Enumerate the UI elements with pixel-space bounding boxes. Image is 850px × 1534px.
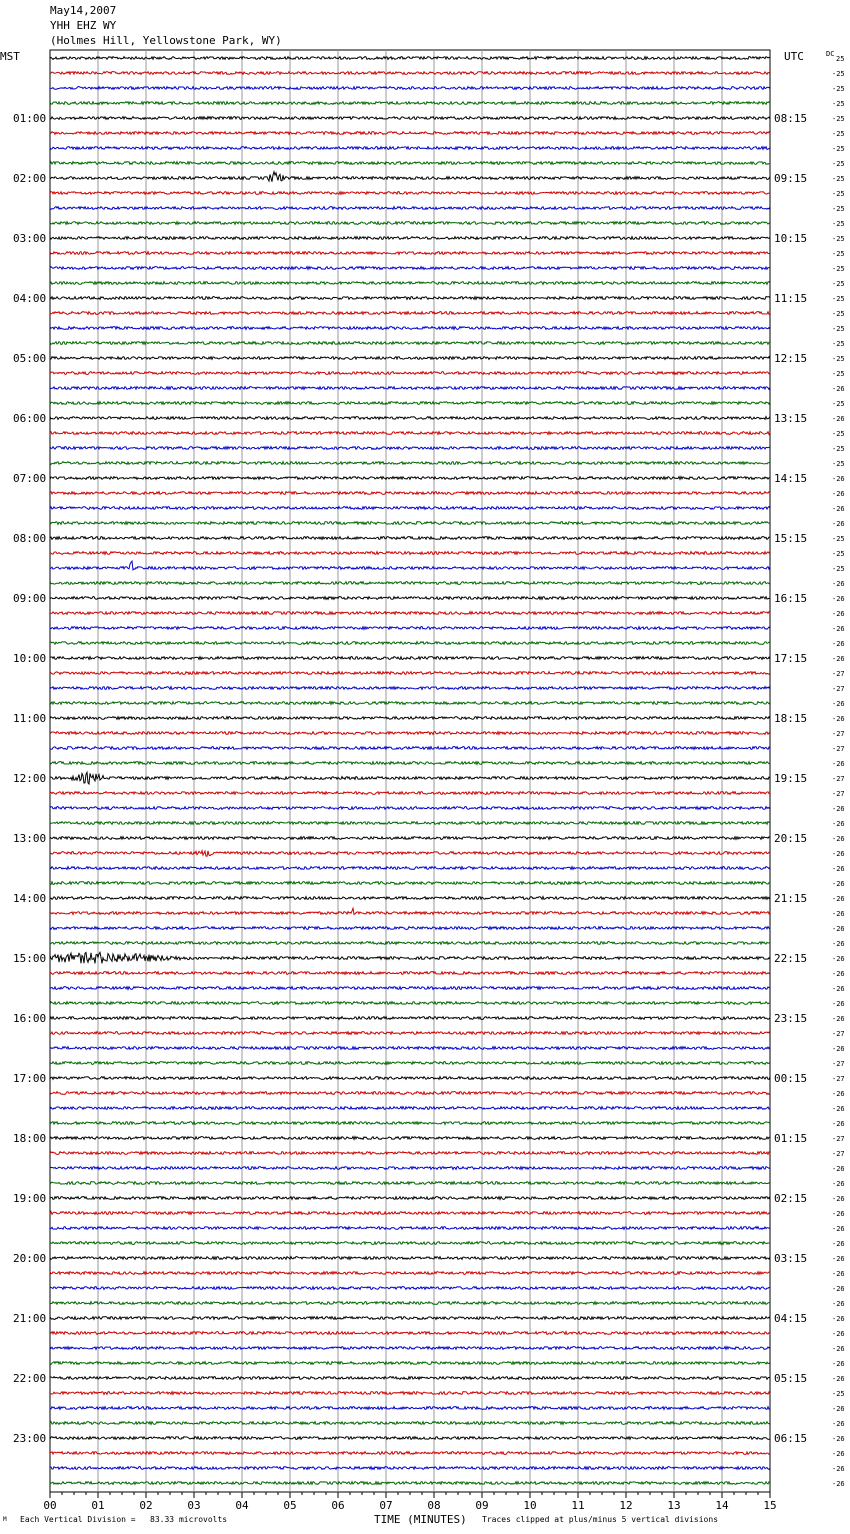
left-time-labels [13,112,46,1445]
seismic-trace [50,837,770,840]
seismic-trace [50,942,770,945]
dc-offset-label: -26 [832,850,845,858]
dc-offset-label: -26 [832,1450,845,1458]
right-hour-label: 17:15 [774,652,808,665]
dc-offset-label: -26 [832,700,845,708]
station-location: (Holmes Hill, Yellowstone Park, WY) [50,34,282,47]
right-hour-label: 14:15 [774,472,808,485]
seismic-trace [50,537,770,540]
seismic-trace [50,1152,770,1155]
seismic-trace [50,1062,770,1065]
dc-offset-label: -25 [832,220,845,228]
right-hour-label: 22:15 [774,952,808,965]
dc-offset-label: -25 [832,145,845,153]
seismic-trace [50,732,770,735]
right-hour-label: 12:15 [774,352,808,365]
dc-offset-label: -25 [832,190,845,198]
seismic-trace [50,672,770,675]
x-axis [43,1492,776,1512]
seismic-trace [50,237,770,240]
right-hour-label: 03:15 [774,1252,808,1265]
dc-offset-label: -25 [832,160,845,168]
seismic-trace [50,1272,770,1275]
seismic-trace [50,1287,770,1290]
dc-offset-label: -25 [832,100,845,108]
seismic-trace [50,1212,770,1215]
seismic-trace [50,207,770,210]
seismic-trace [50,1182,770,1185]
dc-offset-label: -26 [832,1345,845,1353]
seismic-trace [50,522,770,525]
right-time-labels [774,112,807,1445]
dc-offset-label: -27 [832,1060,845,1068]
seismic-trace [50,327,770,330]
left-hour-label: 14:00 [13,892,47,905]
seismic-trace [50,952,770,963]
dc-offset-label: -27 [832,685,845,693]
dc-offset-label: -27 [832,730,845,738]
seismic-trace [50,402,770,405]
dc-offset-label: -27 [832,745,845,753]
dc-offset-label: -27 [832,775,845,783]
dc-offset-label: -26 [832,955,845,963]
seismic-trace [50,822,770,825]
left-hour-label: 01:00 [13,112,47,125]
seismic-trace [50,72,770,75]
x-tick-label: 07 [379,1499,393,1512]
seismic-trace [50,147,770,150]
dc-offset-label: -26 [832,1300,845,1308]
seismic-trace [50,1107,770,1110]
left-hour-label: 02:00 [13,172,47,185]
seismic-trace [50,1422,770,1425]
dc-offset-label: -26 [832,1120,845,1128]
right-hour-label: 05:15 [774,1372,808,1385]
dc-offset-label: -25 [832,175,845,183]
left-hour-label: 20:00 [13,1252,47,1265]
seismic-trace [50,117,770,120]
left-hour-label: 08:00 [13,532,47,545]
seismic-trace [50,342,770,345]
dc-offset-label: -27 [832,1135,845,1143]
dc-offset-label: -26 [832,940,845,948]
dc-offset-label: -26 [832,1015,845,1023]
left-hour-label: 23:00 [13,1432,47,1445]
seismic-trace [50,908,770,914]
seismic-trace [50,747,770,750]
dc-offset-label: -26 [832,1330,845,1338]
left-hour-label: 19:00 [13,1192,47,1205]
right-hour-label: 01:15 [774,1132,808,1145]
seismic-trace [50,561,770,570]
left-hour-label: 10:00 [13,652,47,665]
dc-offset-label: -25 [832,1390,845,1398]
dc-offset-label: -26 [832,385,845,393]
seismic-trace [50,192,770,195]
seismic-trace [50,447,770,450]
left-hour-label: 11:00 [13,712,47,725]
seismic-trace [50,1302,770,1305]
seismic-trace [50,972,770,975]
dc-offset-label: -26 [832,985,845,993]
dc-offset-label: -25 [832,295,845,303]
seismic-trace [50,1377,770,1380]
record-date: May14,2007 [50,4,117,17]
dc-offset-label: -26 [832,895,845,903]
dc-offset-label: -26 [832,1000,845,1008]
station-code: YHH EHZ WY [50,19,117,32]
left-hour-label: 03:00 [13,232,47,245]
dc-offset-label: -25 [832,565,845,573]
dc-offset-label: -25 [832,280,845,288]
dc-offset-label: -26 [832,1045,845,1053]
dc-offset-label: -26 [832,1315,845,1323]
left-hour-label: 16:00 [13,1012,47,1025]
right-hour-label: 10:15 [774,232,808,245]
dc-offset-label: -25 [832,535,845,543]
right-hour-label: 16:15 [774,592,808,605]
dc-offset-label: -26 [832,610,845,618]
dc-offset-label: -26 [832,640,845,648]
dc-offset-label: -25 [832,205,845,213]
right-timezone-label: UTC [784,50,804,63]
seismic-trace [50,552,770,555]
left-timezone-label: MST [0,50,20,63]
seismic-trace [50,851,770,857]
seismic-trace [50,1467,770,1470]
seismic-trace [50,1347,770,1350]
seismic-trace [50,702,770,705]
dc-offset-label: -25 [832,265,845,273]
dc-offset-label: -26 [832,1180,845,1188]
seismic-trace [50,597,770,600]
seismic-trace [50,417,770,420]
left-hour-label: 05:00 [13,352,47,365]
seismic-trace [50,372,770,375]
seismic-trace [50,627,770,630]
seismic-trace [50,57,770,60]
dc-offset-label: -26 [832,1285,845,1293]
dc-offset-label: -25 [832,310,845,318]
dc-offset-label: -26 [832,1270,845,1278]
left-hour-label: 06:00 [13,412,47,425]
dc-offset-label: -26 [832,1435,845,1443]
seismic-trace [50,387,770,390]
x-tick-label: 01 [91,1499,105,1512]
dc-offset-label: -26 [832,580,845,588]
dc-offset-label: -26 [832,1105,845,1113]
seismic-trace [50,102,770,105]
x-tick-label: 08 [427,1499,441,1512]
dc-offset-label: -26 [832,1375,845,1383]
clip-note: Traces clipped at plus/minus 5 vertical divisions [482,1515,719,1524]
seismic-trace [50,1137,770,1140]
left-hour-label: 17:00 [13,1072,47,1085]
seismic-trace [50,882,770,885]
x-tick-label: 13 [667,1499,681,1512]
dc-offset-label: -25 [832,445,845,453]
seismic-trace [50,282,770,285]
dc-offset-label: -26 [832,910,845,918]
dc-offset-label: 25 [836,55,845,63]
seismic-trace [50,1167,770,1170]
left-hour-label: 15:00 [13,952,47,965]
right-hour-label: 13:15 [774,412,808,425]
x-tick-label: 02 [139,1499,153,1512]
seismic-trace [50,772,770,784]
dc-offset-label: -27 [832,1030,845,1038]
x-tick-label: 09 [475,1499,489,1512]
dc-offset-label: -26 [832,880,845,888]
seismic-trace [50,582,770,585]
seismic-trace [50,507,770,510]
left-hour-label: 18:00 [13,1132,47,1145]
x-tick-label: 12 [619,1499,633,1512]
left-hour-label: 04:00 [13,292,47,305]
x-tick-label: 06 [331,1499,345,1512]
x-tick-label: 11 [571,1499,585,1512]
right-hour-label: 19:15 [774,772,808,785]
dc-offset-label: -27 [832,1075,845,1083]
seismic-trace [50,1017,770,1020]
seismic-trace [50,162,770,165]
dc-offset-label: -26 [832,970,845,978]
dc-offset-label: -25 [832,370,845,378]
plot-frame [50,50,770,1492]
dc-offset-label: -26 [832,805,845,813]
dc-offset-label: -25 [832,325,845,333]
dc-offset-label: -25 [832,70,845,78]
dc-offset-label: -27 [832,790,845,798]
right-hour-label: 00:15 [774,1072,808,1085]
seismic-trace [50,927,770,930]
seismic-trace [50,1332,770,1335]
seismic-trace [50,1392,770,1395]
seismic-trace [50,1437,770,1440]
seismic-trace [50,1482,770,1485]
dc-offset-label: -26 [832,1195,845,1203]
dc-offset-label: -27 [832,670,845,678]
seismic-trace [50,87,770,90]
dc-offset-label: -26 [832,865,845,873]
right-hour-label: 21:15 [774,892,808,905]
seismic-trace [50,792,770,795]
right-hour-label: 09:15 [774,172,808,185]
seismic-trace [50,867,770,870]
seismic-traces [50,57,770,1485]
dc-offset-label: -25 [832,250,845,258]
seismic-trace [50,642,770,645]
x-tick-label: 14 [715,1499,729,1512]
seismic-trace [50,897,770,900]
dc-offset-label: -26 [832,625,845,633]
seismic-trace [50,1047,770,1050]
seismic-trace [50,1002,770,1005]
seismic-trace [50,432,770,435]
dc-offset-labels [832,55,845,1488]
dc-offset-label: -25 [832,550,845,558]
dc-offset-label: -25 [832,130,845,138]
seismic-trace [50,252,770,255]
dc-offset-label: -25 [832,85,845,93]
seismic-trace [50,1122,770,1125]
dc-offset-label: -26 [832,1420,845,1428]
seismic-trace [50,1317,770,1320]
seismic-trace [50,1032,770,1035]
dc-offset-label: -26 [832,1480,845,1488]
dc-offset-label: -26 [832,835,845,843]
right-hour-label: 11:15 [774,292,808,305]
dc-offset-label: -25 [832,235,845,243]
seismic-trace [50,492,770,495]
seismic-trace [50,357,770,360]
left-hour-label: 21:00 [13,1312,47,1325]
seismic-trace [50,762,770,765]
seismic-trace [50,657,770,660]
seismic-trace [50,987,770,990]
seismic-trace [50,462,770,465]
seismic-trace [50,222,770,225]
right-hour-label: 04:15 [774,1312,808,1325]
dc-offset-label: -26 [832,715,845,723]
x-tick-label: 04 [235,1499,249,1512]
dc-offset-label: -26 [832,1465,845,1473]
left-hour-label: 22:00 [13,1372,47,1385]
dc-offset-label: -26 [832,505,845,513]
seismic-trace [50,132,770,135]
seismic-trace [50,1362,770,1365]
seismic-trace [50,687,770,690]
left-hour-label: 09:00 [13,592,47,605]
right-hour-label: 23:15 [774,1012,808,1025]
dc-offset-label: -26 [832,520,845,528]
x-tick-label: 15 [763,1499,777,1512]
seismic-trace [50,297,770,300]
seismic-trace [50,1092,770,1095]
seismic-trace [50,1227,770,1230]
seismic-trace [50,1242,770,1245]
left-hour-label: 13:00 [13,832,47,845]
right-hour-label: 20:15 [774,832,808,845]
dc-offset-label: -26 [832,1210,845,1218]
dc-offset-label: -25 [832,115,845,123]
dc-offset-label: -26 [832,655,845,663]
left-hour-label: 12:00 [13,772,47,785]
x-tick-label: 10 [523,1499,537,1512]
grid-lines [50,50,770,1492]
x-tick-label: 00 [43,1499,57,1512]
dc-offset-label: -26 [832,475,845,483]
right-hour-label: 15:15 [774,532,808,545]
seismic-trace [50,477,770,480]
x-tick-label: 03 [187,1499,201,1512]
seismic-trace [50,807,770,810]
right-hour-label: 02:15 [774,1192,808,1205]
seismic-trace [50,1452,770,1455]
dc-offset-label: -26 [832,1405,845,1413]
right-hour-label: 06:15 [774,1432,808,1445]
dc-offset-label: -26 [832,1240,845,1248]
dc-offset-label: -25 [832,430,845,438]
dc-offset-label: -26 [832,760,845,768]
vertical-division-note: Each Vertical Division = 83.33 microvolts [20,1515,228,1524]
dc-header-label: DC [826,50,835,58]
dc-offset-label: -26 [832,1225,845,1233]
dc-offset-label: -26 [832,925,845,933]
dc-offset-label: -27 [832,1150,845,1158]
dc-offset-label: -26 [832,595,845,603]
seismic-trace [50,612,770,615]
right-hour-label: 18:15 [774,712,808,725]
dc-offset-label: -26 [832,490,845,498]
x-axis-title: TIME (MINUTES) [374,1513,467,1526]
seismic-trace [50,1257,770,1260]
dc-offset-label: -25 [832,340,845,348]
seismic-trace [50,1197,770,1200]
seismic-trace [50,172,770,182]
dc-offset-label: -25 [832,355,845,363]
seismic-trace [50,1407,770,1410]
right-hour-label: 08:15 [774,112,808,125]
seismic-trace [50,717,770,720]
x-tick-label: 05 [283,1499,297,1512]
dc-offset-label: -26 [832,1255,845,1263]
dc-offset-label: -26 [832,820,845,828]
seismic-trace [50,312,770,315]
left-hour-label: 07:00 [13,472,47,485]
dc-offset-label: -26 [832,1360,845,1368]
dc-offset-label: -25 [832,400,845,408]
dc-offset-label: -26 [832,1090,845,1098]
seismic-trace [50,1077,770,1080]
seismic-trace [50,267,770,270]
dc-offset-label: -26 [832,415,845,423]
corner-mark: M [3,1516,7,1523]
dc-offset-label: -26 [832,1165,845,1173]
dc-offset-label: -25 [832,460,845,468]
